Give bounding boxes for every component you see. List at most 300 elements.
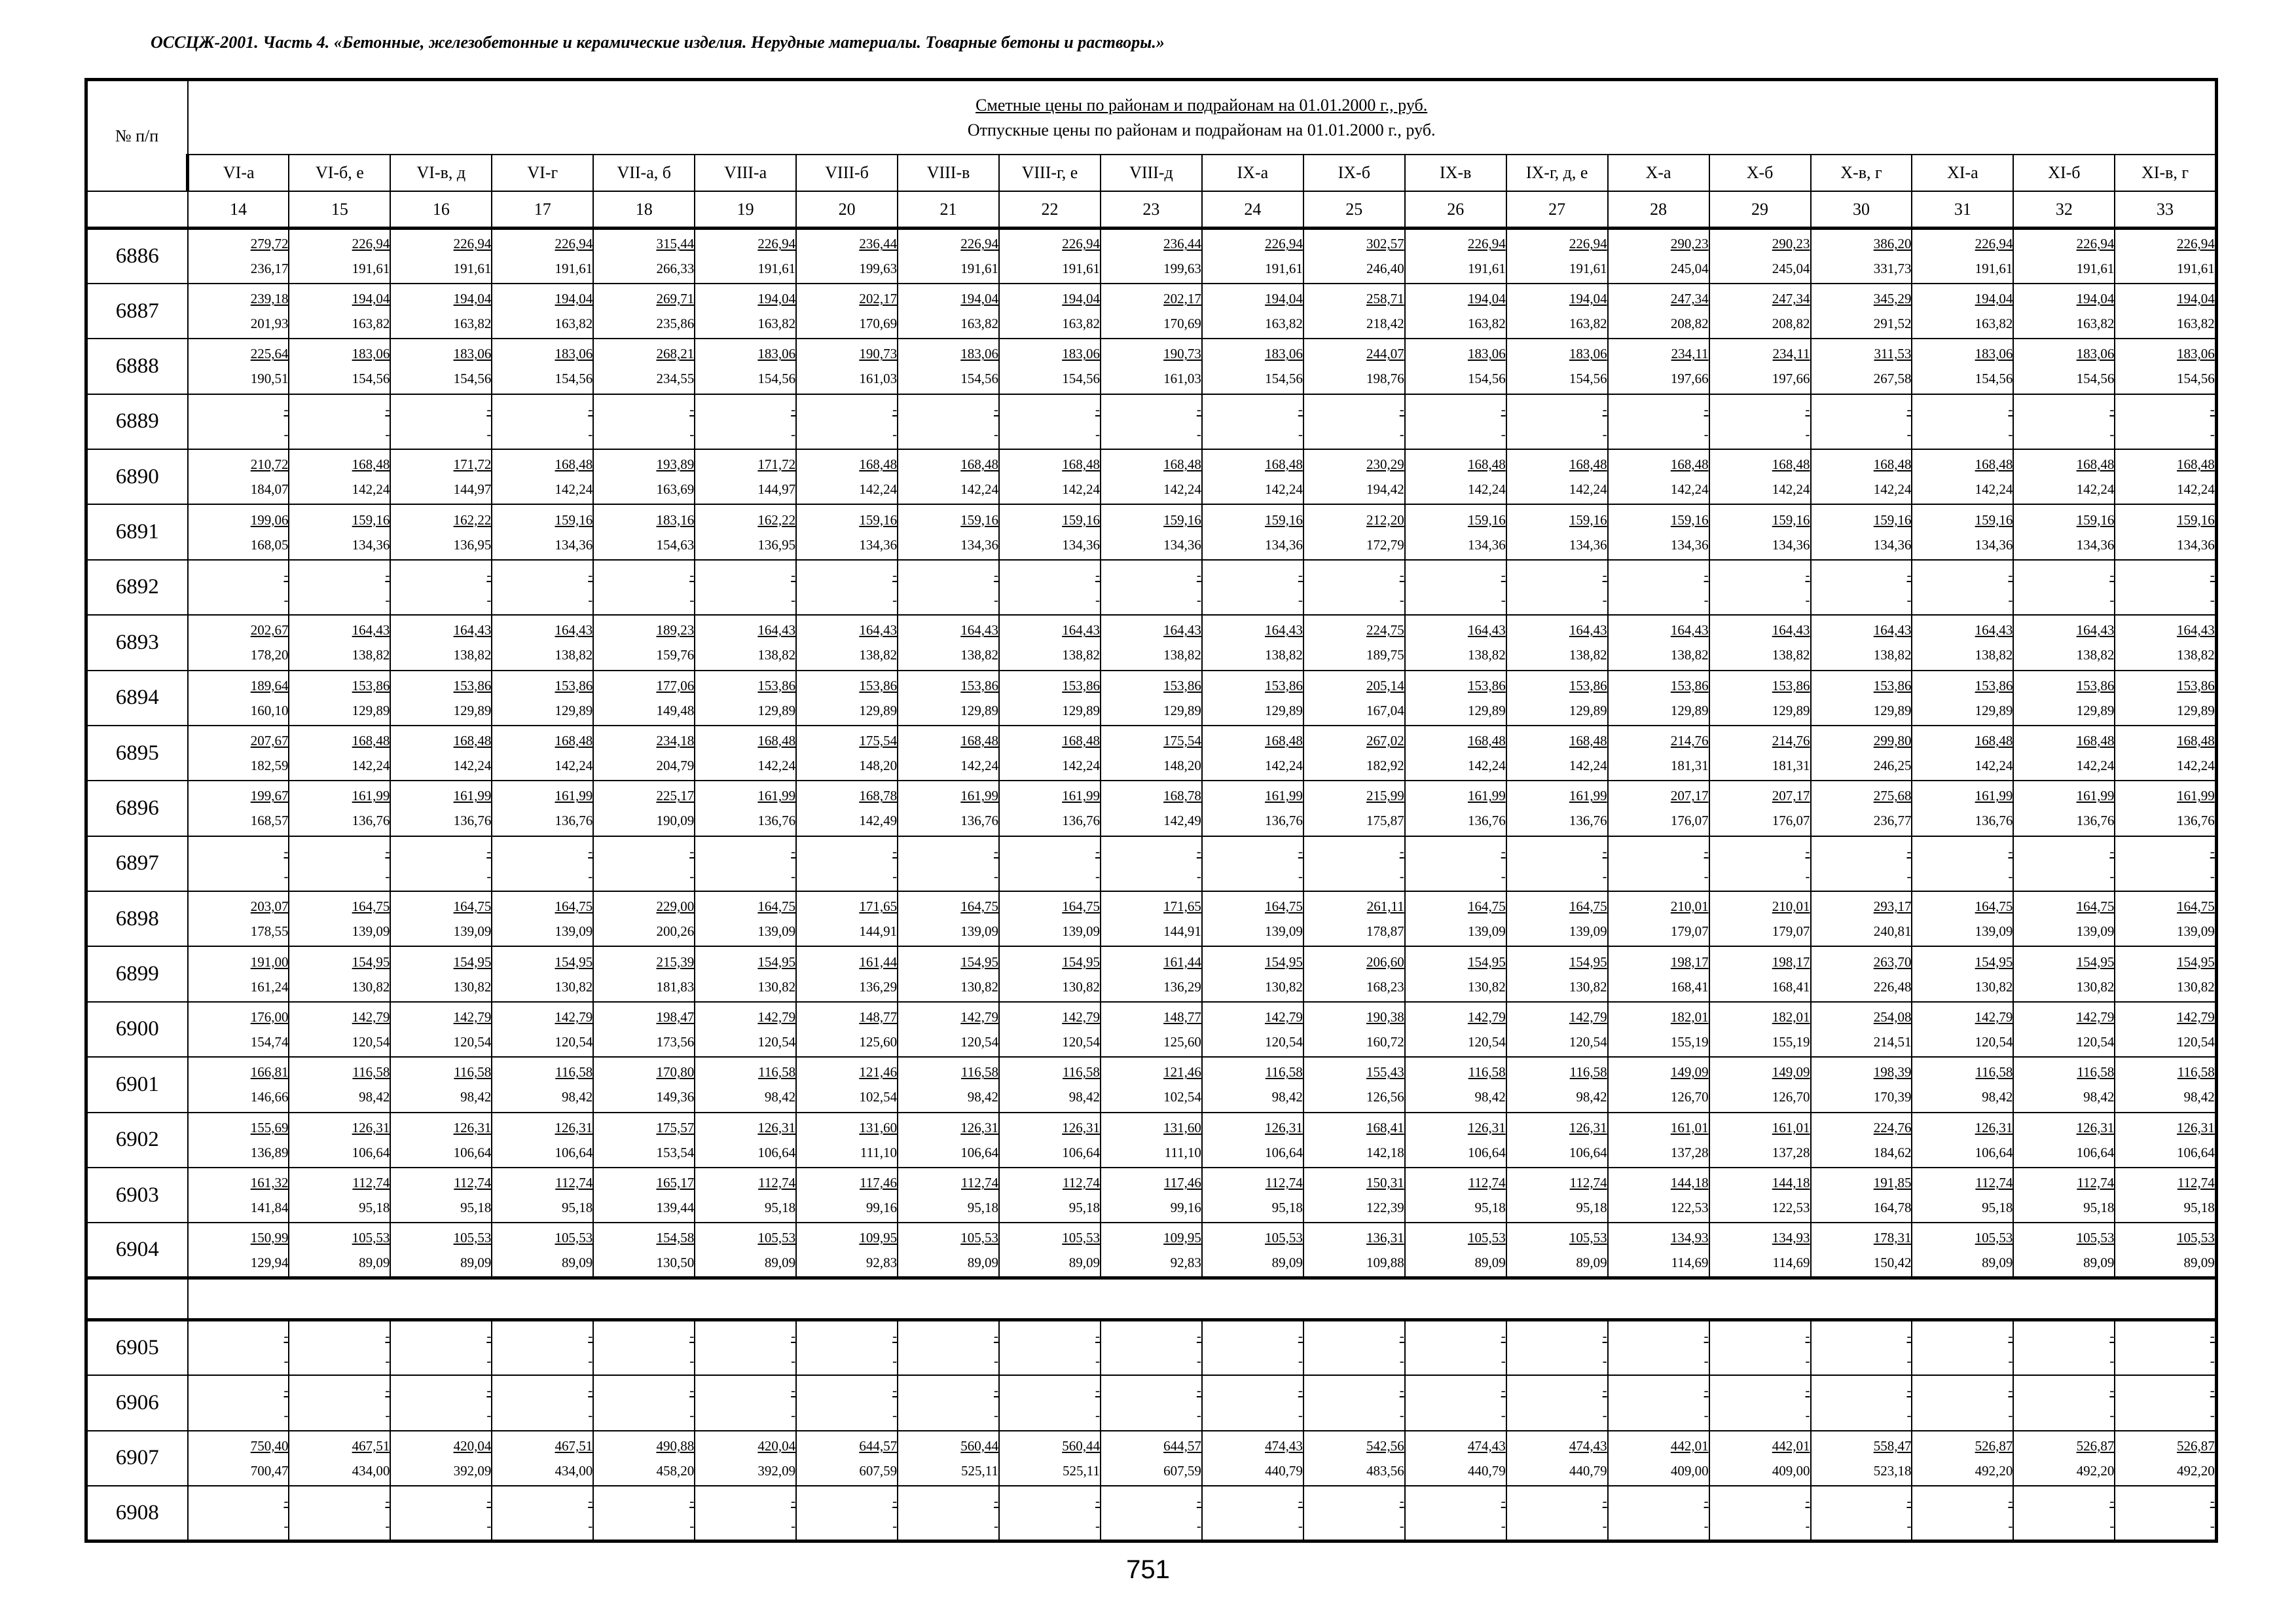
- release-price: 142,24: [2076, 758, 2115, 774]
- estimate-price: -: [385, 1327, 390, 1344]
- estimate-price: 194,04: [352, 291, 390, 307]
- release-price: 142,24: [555, 758, 593, 774]
- estimate-price: 164,75: [1062, 898, 1100, 915]
- estimate-price: -: [689, 1327, 695, 1344]
- release-price: 138,82: [2076, 647, 2115, 663]
- price-cell: [898, 891, 999, 946]
- price-cell: [1811, 836, 1912, 891]
- row-number-header: № п/п: [86, 80, 188, 192]
- release-price: 392,09: [453, 1462, 492, 1479]
- release-price: -: [1298, 868, 1303, 884]
- estimate-price: 202,17: [1163, 291, 1201, 307]
- estimate-price: 168,48: [1265, 456, 1303, 473]
- price-cell: [1709, 836, 1811, 891]
- release-price: 134,36: [859, 536, 898, 553]
- release-price: -: [1602, 1352, 1607, 1369]
- column-number: 29: [1709, 191, 1811, 228]
- release-price: 134,36: [555, 536, 593, 553]
- price-cell: [1101, 560, 1202, 615]
- release-price: 168,23: [1366, 978, 1404, 995]
- estimate-price: 420,04: [453, 1437, 492, 1454]
- release-price: 144,97: [757, 481, 796, 498]
- estimate-price: -: [1196, 1492, 1201, 1509]
- estimate-price: 234,11: [1772, 346, 1810, 362]
- estimate-price: -: [689, 566, 695, 583]
- estimate-price: 116,58: [1468, 1064, 1506, 1080]
- estimate-price: 202,17: [859, 291, 898, 307]
- estimate-price: 168,48: [453, 733, 492, 749]
- estimate-price: 199,06: [250, 511, 289, 528]
- release-price: 142,24: [960, 481, 998, 498]
- estimate-price: 142,79: [1062, 1008, 1100, 1025]
- release-price: 98,42: [764, 1089, 796, 1105]
- release-price: 523,18: [1873, 1462, 1912, 1479]
- price-cell: [1405, 671, 1506, 726]
- estimate-price: 194,04: [555, 291, 593, 307]
- estimate-price: 183,06: [1975, 346, 2013, 362]
- price-cell: [999, 1002, 1101, 1057]
- release-price: 125,60: [859, 1033, 898, 1050]
- price-cell: [2115, 781, 2216, 836]
- release-price: 98,42: [562, 1089, 593, 1105]
- price-cell: [1506, 1431, 1608, 1486]
- release-price: -: [2008, 591, 2013, 608]
- price-cell: [390, 1375, 492, 1430]
- price-cell: [695, 1486, 796, 1541]
- release-price: 129,89: [2076, 702, 2115, 718]
- price-cell: [1101, 1486, 1202, 1541]
- price-cell: [1811, 339, 1912, 394]
- price-cell: [1912, 836, 2013, 891]
- column-number: 15: [289, 191, 390, 228]
- estimate-price: 170,80: [656, 1064, 695, 1080]
- price-cell: [289, 449, 390, 504]
- release-price: 525,11: [1062, 1462, 1100, 1479]
- estimate-price: 116,58: [1569, 1064, 1607, 1080]
- price-cell: [695, 1113, 796, 1168]
- price-cell: [999, 1320, 1101, 1375]
- estimate-price: -: [385, 1492, 390, 1509]
- price-cell: [593, 726, 695, 781]
- release-price: 95,18: [1474, 1200, 1506, 1216]
- release-price: 95,18: [2183, 1200, 2215, 1216]
- price-cell: [1202, 1113, 1303, 1168]
- release-price: -: [1906, 1517, 1912, 1534]
- estimate-price: 168,48: [1062, 456, 1100, 473]
- estimate-price: 159,16: [1873, 511, 1912, 528]
- estimate-price: -: [1501, 843, 1506, 859]
- estimate-price: 112,74: [961, 1175, 998, 1191]
- estimate-price: 153,86: [757, 677, 796, 693]
- release-price: 139,09: [453, 923, 492, 940]
- estimate-price: 164,43: [2177, 622, 2215, 638]
- price-cell: [593, 1113, 695, 1168]
- release-price: 181,31: [1772, 758, 1810, 774]
- estimate-price: 225,17: [656, 788, 695, 804]
- release-price: -: [486, 1407, 492, 1424]
- price-cell: [1709, 339, 1811, 394]
- price-cell: [1608, 615, 1709, 670]
- estimate-price: -: [588, 1327, 593, 1344]
- release-price: -: [588, 868, 593, 884]
- release-price: -: [385, 591, 390, 608]
- release-price: 134,36: [2076, 536, 2115, 553]
- estimate-price: -: [283, 566, 289, 583]
- price-cell: [188, 1431, 289, 1486]
- price-cell: [1811, 1168, 1912, 1223]
- release-price: 130,82: [555, 978, 593, 995]
- price-cell: [999, 1057, 1101, 1112]
- estimate-price: -: [1704, 1327, 1709, 1344]
- estimate-price: 206,60: [1366, 953, 1404, 970]
- estimate-price: 203,07: [250, 898, 289, 915]
- price-cell: [492, 671, 593, 726]
- price-cell: [1202, 671, 1303, 726]
- estimate-price: 112,74: [1975, 1175, 2013, 1191]
- price-cell: [1202, 339, 1303, 394]
- price-cell: [492, 1168, 593, 1223]
- estimate-price: 234,18: [656, 733, 695, 749]
- release-price: 129,89: [453, 702, 492, 718]
- release-price: 136,29: [859, 978, 898, 995]
- estimate-price: 420,04: [757, 1437, 796, 1454]
- release-price: 89,09: [359, 1254, 390, 1270]
- price-cell: [1912, 1168, 2013, 1223]
- price-cell: [695, 781, 796, 836]
- release-price: -: [1805, 1352, 1810, 1369]
- price-cell: [593, 229, 695, 284]
- release-price: 176,07: [1772, 813, 1810, 829]
- column-number: 31: [1912, 191, 2013, 228]
- estimate-price: -: [791, 1492, 796, 1509]
- price-cell: [390, 1168, 492, 1223]
- release-price: 134,36: [1670, 536, 1709, 553]
- estimate-price: 226,94: [1062, 236, 1100, 252]
- estimate-price: 168,48: [1467, 733, 1506, 749]
- release-price: -: [385, 1352, 390, 1369]
- table-row: [86, 1486, 2217, 1541]
- price-cell: [1101, 284, 1202, 339]
- price-cell: [1912, 1113, 2013, 1168]
- release-price: 208,82: [1670, 316, 1709, 332]
- price-cell: [188, 560, 289, 615]
- release-price: 235,86: [656, 316, 695, 332]
- release-price: 179,07: [1670, 923, 1709, 940]
- estimate-price: 215,39: [656, 953, 695, 970]
- release-price: -: [1095, 868, 1100, 884]
- price-cell: [593, 781, 695, 836]
- table-row: [86, 1375, 2217, 1430]
- release-price: 120,54: [555, 1033, 593, 1050]
- release-price: 176,07: [1670, 813, 1709, 829]
- release-price: 89,09: [562, 1254, 593, 1270]
- price-cell: [999, 1375, 1101, 1430]
- release-price: 134,36: [1265, 536, 1303, 553]
- release-price: -: [994, 868, 998, 884]
- release-price: 139,09: [960, 923, 998, 940]
- price-cell: [1202, 836, 1303, 891]
- price-cell: [1506, 726, 1608, 781]
- release-price: -: [2210, 1352, 2215, 1369]
- release-price: 129,89: [1467, 702, 1506, 718]
- release-price: 458,20: [656, 1462, 695, 1479]
- price-cell: [1303, 1113, 1405, 1168]
- price-cell: [1709, 1057, 1811, 1112]
- price-cell: [2115, 671, 2216, 726]
- release-price: 148,20: [1163, 758, 1201, 774]
- release-price: 409,00: [1670, 1462, 1709, 1479]
- release-price: 201,93: [250, 316, 289, 332]
- price-cell: [188, 671, 289, 726]
- release-price: 109,88: [1366, 1254, 1404, 1270]
- price-cell: [695, 449, 796, 504]
- estimate-price: 126,31: [1975, 1119, 2013, 1135]
- estimate-price: 164,75: [960, 898, 998, 915]
- price-cell: [2115, 449, 2216, 504]
- price-cell: [390, 615, 492, 670]
- estimate-price: 142,79: [1975, 1008, 2013, 1025]
- release-price: -: [1196, 1352, 1201, 1369]
- release-price: 214,51: [1873, 1033, 1912, 1050]
- price-cell: [1202, 1431, 1303, 1486]
- release-price: 700,47: [250, 1462, 289, 1479]
- release-price: -: [486, 868, 492, 884]
- release-price: -: [994, 591, 998, 608]
- price-cell: [999, 284, 1101, 339]
- region-header: VIII-д: [1101, 155, 1202, 191]
- estimate-price: 161,99: [453, 788, 492, 804]
- price-cell: [1912, 726, 2013, 781]
- estimate-price: 161,99: [352, 788, 390, 804]
- release-price: 170,39: [1873, 1089, 1912, 1105]
- estimate-price: 560,44: [960, 1437, 998, 1454]
- price-cell: [1811, 229, 1912, 284]
- estimate-price: 168,48: [1467, 456, 1506, 473]
- price-cell: [492, 726, 593, 781]
- estimate-price: -: [1196, 566, 1201, 583]
- estimate-price: 164,43: [1670, 622, 1709, 638]
- release-price: 129,89: [960, 702, 998, 718]
- estimate-price: 105,53: [2076, 1229, 2115, 1246]
- price-cell: [1608, 1113, 1709, 1168]
- release-price: 178,55: [250, 923, 289, 940]
- estimate-price: 105,53: [453, 1229, 492, 1246]
- price-cell: [1303, 504, 1405, 559]
- estimate-price: 121,46: [1163, 1064, 1201, 1080]
- estimate-price: 164,43: [757, 622, 796, 638]
- estimate-price: 153,86: [2177, 677, 2215, 693]
- estimate-price: 345,29: [1873, 291, 1912, 307]
- estimate-price: -: [486, 566, 492, 583]
- release-price: 138,82: [453, 647, 492, 663]
- price-cell: [2013, 229, 2115, 284]
- release-price: -: [1704, 426, 1709, 442]
- price-cell: [593, 836, 695, 891]
- estimate-price: 191,85: [1873, 1175, 1912, 1191]
- price-cell: [188, 1113, 289, 1168]
- price-cell: [898, 394, 999, 449]
- release-price: 129,89: [1569, 702, 1607, 718]
- price-cell: [289, 560, 390, 615]
- release-price: 120,54: [352, 1033, 390, 1050]
- estimate-price: 207,17: [1772, 788, 1810, 804]
- estimate-price: 168,48: [2076, 456, 2115, 473]
- price-cell: [593, 560, 695, 615]
- release-price: -: [791, 1352, 796, 1369]
- estimate-price: 226,94: [1975, 236, 2013, 252]
- estimate-price: -: [2210, 1327, 2215, 1344]
- release-price: 142,24: [2177, 481, 2215, 498]
- item-number: 6891: [86, 504, 188, 559]
- estimate-price: -: [1095, 1382, 1100, 1399]
- price-cell: [593, 449, 695, 504]
- estimate-price: -: [588, 1382, 593, 1399]
- release-price: -: [1501, 1407, 1506, 1424]
- estimate-price: 116,58: [2177, 1064, 2215, 1080]
- price-cell: [593, 284, 695, 339]
- release-price: 191,61: [2177, 261, 2215, 277]
- estimate-price: 168,78: [1163, 788, 1201, 804]
- estimate-price: 194,04: [2076, 291, 2115, 307]
- price-cell: [2013, 284, 2115, 339]
- estimate-price: 168,41: [1366, 1119, 1404, 1135]
- release-price: 95,18: [1982, 1200, 2013, 1216]
- estimate-price: 136,31: [1366, 1229, 1404, 1246]
- price-cell: [1303, 781, 1405, 836]
- region-header: VI-а: [188, 155, 289, 191]
- price-cell: [1912, 615, 2013, 670]
- estimate-price: 153,86: [1062, 677, 1100, 693]
- estimate-price: 210,72: [250, 456, 289, 473]
- price-cell: [999, 1168, 1101, 1223]
- release-price: 142,24: [1569, 758, 1607, 774]
- price-cell: [2115, 1223, 2216, 1278]
- estimate-price: 153,86: [1163, 677, 1201, 693]
- release-price: 126,56: [1366, 1089, 1404, 1105]
- estimate-price: 168,48: [960, 733, 998, 749]
- price-cell: [1405, 449, 1506, 504]
- estimate-price: 198,17: [1772, 953, 1810, 970]
- price-cell: [999, 339, 1101, 394]
- region-header: VI-б, е: [289, 155, 390, 191]
- price-cell: [1303, 726, 1405, 781]
- price-cell: [1506, 449, 1608, 504]
- estimate-price: 183,06: [1569, 346, 1607, 362]
- release-price: 154,63: [656, 536, 695, 553]
- estimate-price: 116,58: [555, 1064, 593, 1080]
- price-cell: [1202, 726, 1303, 781]
- release-price: 139,09: [1265, 923, 1303, 940]
- region-header: VII-а, б: [593, 155, 695, 191]
- price-cell: [1912, 946, 2013, 1001]
- release-price: 89,09: [967, 1254, 998, 1270]
- price-cell: [390, 891, 492, 946]
- release-price: 163,82: [1569, 316, 1607, 332]
- price-cell: [492, 836, 593, 891]
- estimate-price: 164,43: [1163, 622, 1201, 638]
- release-price: -: [1501, 868, 1506, 884]
- release-price: 191,61: [555, 261, 593, 277]
- estimate-price: -: [1399, 1492, 1404, 1509]
- estimate-price: -: [1095, 843, 1100, 859]
- price-cell: [2013, 339, 2115, 394]
- estimate-price: 386,20: [1873, 236, 1912, 252]
- item-number: 6905: [86, 1320, 188, 1375]
- table-caption: [188, 80, 2217, 155]
- estimate-price: 126,31: [352, 1119, 390, 1135]
- price-cell: [898, 449, 999, 504]
- estimate-price: 144,18: [1772, 1175, 1810, 1191]
- release-price: 111,10: [860, 1144, 898, 1160]
- estimate-price: 168,48: [1873, 456, 1912, 473]
- price-cell: [1811, 1486, 1912, 1541]
- estimate-price: 126,31: [2076, 1119, 2115, 1135]
- column-number: 33: [2115, 191, 2216, 228]
- release-price: 154,56: [1975, 371, 2013, 387]
- estimate-price: 116,58: [352, 1064, 390, 1080]
- release-price: 144,97: [453, 481, 492, 498]
- estimate-price: 112,74: [2177, 1175, 2215, 1191]
- estimate-price: 153,86: [352, 677, 390, 693]
- table-row: [86, 1057, 2217, 1112]
- release-price: 191,61: [1467, 261, 1506, 277]
- release-price: 106,64: [2177, 1144, 2215, 1160]
- estimate-price: 153,86: [453, 677, 492, 693]
- estimate-price: 144,18: [1670, 1175, 1709, 1191]
- release-price: 120,54: [1569, 1033, 1607, 1050]
- price-cell: [289, 1113, 390, 1168]
- release-price: 129,89: [1772, 702, 1810, 718]
- estimate-price: -: [689, 401, 695, 417]
- price-cell: [289, 284, 390, 339]
- estimate-price: 164,43: [1873, 622, 1912, 638]
- price-cell: [492, 1320, 593, 1375]
- estimate-price: 164,43: [453, 622, 492, 638]
- price-cell: [390, 1113, 492, 1168]
- release-price: 142,24: [1265, 758, 1303, 774]
- estimate-price: -: [2109, 843, 2115, 859]
- estimate-price: 194,04: [1467, 291, 1506, 307]
- estimate-price: 177,06: [656, 677, 695, 693]
- release-price: 138,82: [1163, 647, 1201, 663]
- price-cell: [188, 1223, 289, 1278]
- price-cell: [289, 615, 390, 670]
- table-row: [86, 836, 2217, 891]
- price-table: [84, 78, 2218, 1543]
- estimate-price: -: [2109, 1492, 2115, 1509]
- estimate-price: -: [994, 401, 998, 417]
- release-price: -: [2109, 426, 2115, 442]
- release-price: 129,89: [1265, 702, 1303, 718]
- estimate-price: 247,34: [1670, 291, 1709, 307]
- price-cell: [1303, 1002, 1405, 1057]
- estimate-price: 161,99: [1062, 788, 1100, 804]
- estimate-price: 168,48: [960, 456, 998, 473]
- price-cell: [2013, 1375, 2115, 1430]
- price-cell: [188, 781, 289, 836]
- release-price: -: [791, 426, 796, 442]
- estimate-price: -: [892, 566, 898, 583]
- release-price: 111,10: [1164, 1144, 1201, 1160]
- price-cell: [1405, 1320, 1506, 1375]
- price-cell: [1303, 1320, 1405, 1375]
- price-cell: [390, 1002, 492, 1057]
- release-price: 134,36: [1467, 536, 1506, 553]
- estimate-price: 164,43: [1975, 622, 2013, 638]
- price-cell: [390, 1320, 492, 1375]
- estimate-price: -: [994, 843, 998, 859]
- estimate-price: 153,86: [859, 677, 898, 693]
